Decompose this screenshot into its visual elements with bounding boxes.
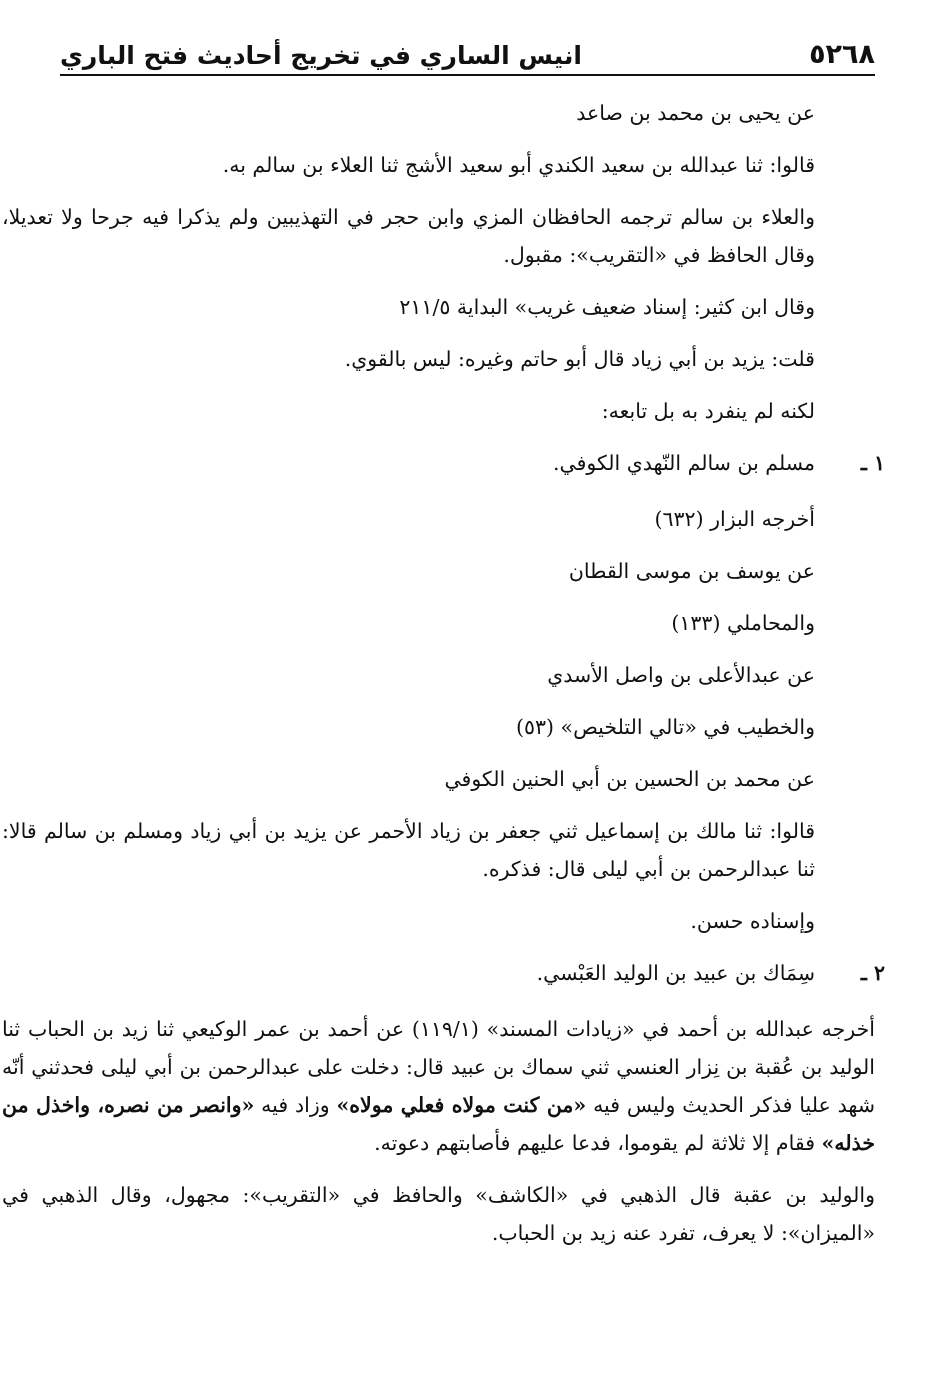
item-title: سِمَاك بن عبيد بن الوليد العَبْسي. [536,961,815,985]
text-line: قالوا: ثنا عبدالله بن سعيد الكندي أبو سعيد الأشج ثنا العلاء بن سالم به. [222,153,815,177]
list-item [66,444,885,482]
list-item [66,954,885,992]
page-header [60,26,875,76]
item-title: مسلم بن سالم النّهدي الكوفي. [552,451,815,475]
paragraph: قالوا: ثنا مالك بن إسماعيل ثني جعفر بن زياد الأحمر عن يزيد بن أبي زياد ومسلم بن سالم قالا: ثنا عبدالرحمن بن أبي ليلى قال: فذكره. [2,819,815,881]
paragraph: والوليد بن عقبة قال الذهبي في «الكاشف» والحافظ في «التقريب»: مجهول، وقال الذهبي في «الميزان»: لا يعرف، تفرد عنه زيد بن الحباب. [2,1183,875,1245]
running-title: انيس الساري في تخريج أحاديث فتح الباري [60,41,582,70]
item-number: ٢ ـ [860,961,885,985]
text-span: فقام إلا ثلاثة لم يقوموا، فدعا عليهم فأصابتهم دعوته. [374,1131,822,1155]
item-number: ١ ـ [860,451,885,475]
text-line: والخطيب في «تالي التلخيص» (٥٣) [515,715,815,739]
paragraph: والعلاء بن سالم ترجمه الحافظان المزي وابن حجر في التهذيبين ولم يذكرا فيه جرحا ولا تعديلا، وقال الحافظ في «التقريب»: مقبول. [2,205,815,267]
text-line: وقال ابن كثير: إسناد ضعيف غريب» البداية ٢١١/٥ [399,295,815,319]
main-text [2,94,885,1266]
text-line: والمحاملي (١٣٣) [671,611,815,635]
text-span: وزاد فيه [254,1093,337,1117]
text-span: أخرجه عبدالله بن أحمد في «زيادات المسند» (١١٩/١) عن أحمد بن عمر الوكيعي ثنا زيد بن الحباب ثنا الوليد بن عُقبة بن نِزار العنسي ثني سماك بن عبيد قال: دخلت على عبدالرحمن بن أبي ليلى فحدثني أنّه شهد عليا فذكر الحديث وليس فيه [2,1017,875,1117]
quoted-text: «وانصر من نصره، واخذل من خذله» [2,1093,875,1155]
quoted-text: «من كنت مولاه فعلي مولاه» [336,1093,587,1117]
paragraph [2,1010,875,1162]
text-line: وإسناده حسن. [690,909,815,933]
text-line: قلت: يزيد بن أبي زياد قال أبو حاتم وغيره: ليس بالقوي. [344,347,815,371]
text-line: عن يوسف بن موسى القطان [568,559,815,583]
text-line: أخرجه البزار (٦٣٢) [654,507,815,531]
text-line: لكنه لم ينفرد به بل تابعه: [601,399,815,423]
text-line: عن محمد بن الحسين بن أبي الحنين الكوفي [444,767,815,791]
text-line: عن عبدالأعلى بن واصل الأسدي [547,663,815,687]
text-line: عن يحيى بن محمد بن صاعد [576,101,815,125]
page-number: ٥٢٦٨ [809,39,875,70]
